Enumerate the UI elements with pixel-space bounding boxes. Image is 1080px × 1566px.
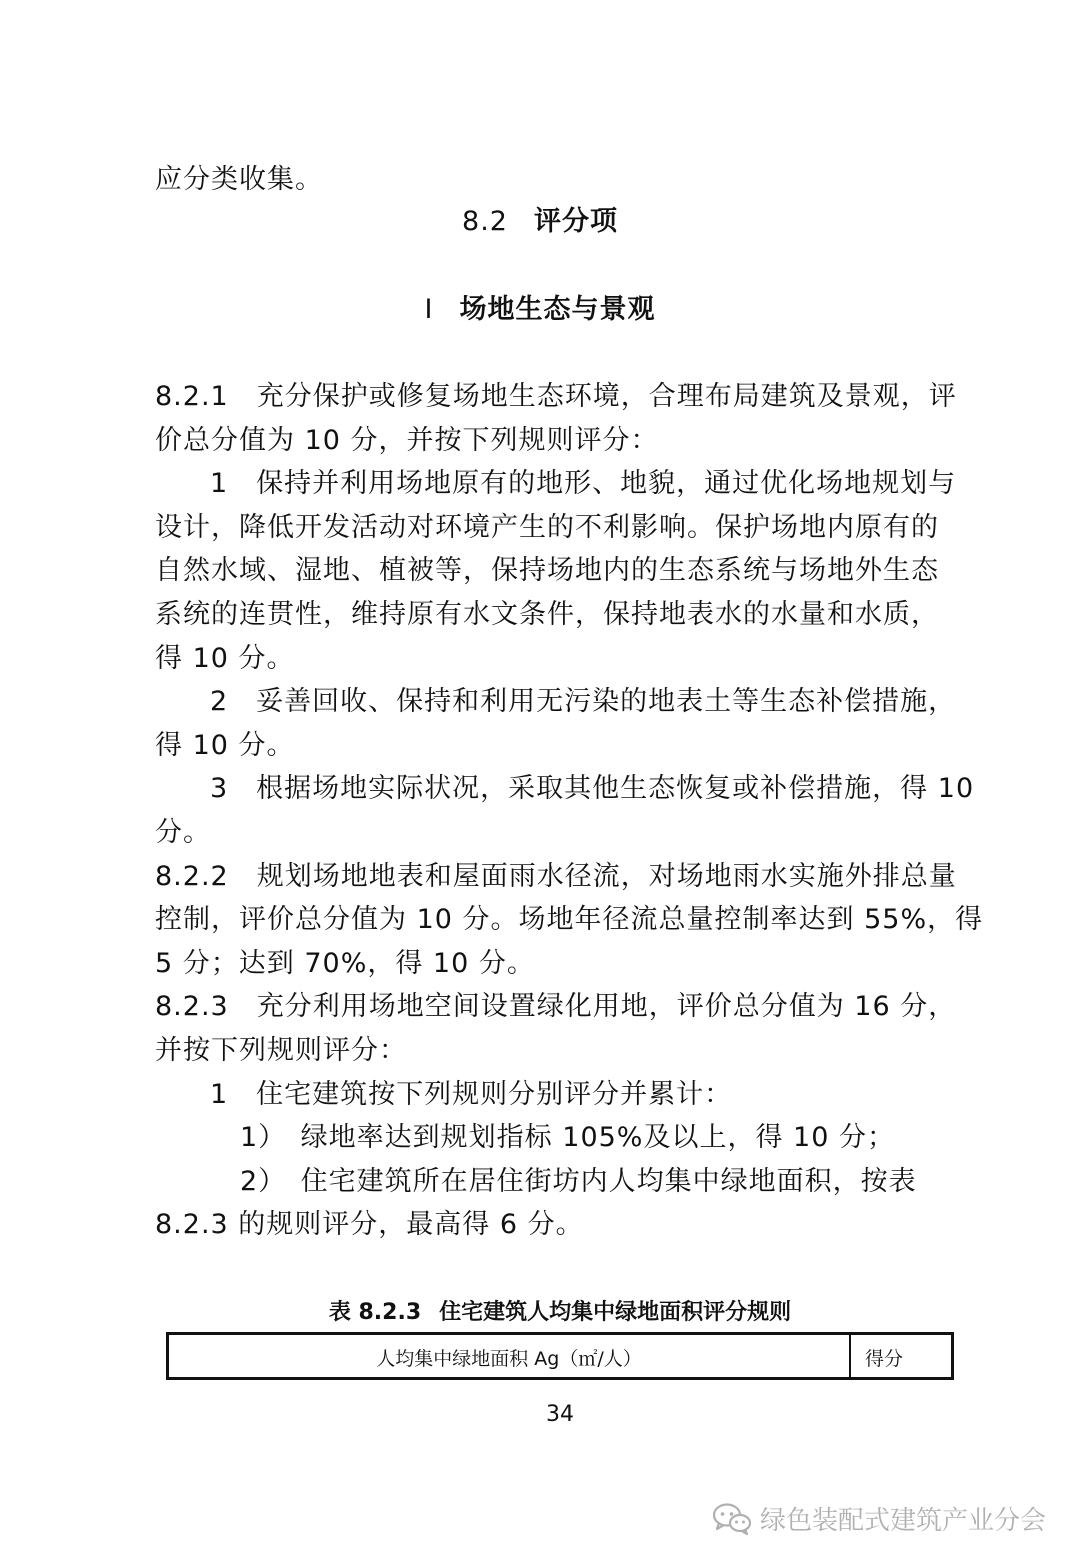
- subsection-number: Ⅰ: [424, 294, 434, 325]
- paragraph-line: 1） 绿地率达到规划指标 105%及以上，得 10 分；: [240, 1122, 895, 1153]
- paragraph-line: 得 10 分。: [155, 730, 295, 761]
- subsection-title: 场地生态与景观: [459, 294, 656, 325]
- paragraph-line: 分。: [155, 817, 211, 848]
- paragraph-line: 8.2.2 规划场地地表和屋面雨水径流，对场地雨水实施外排总量: [155, 861, 957, 892]
- section-title: 评分项: [533, 206, 618, 237]
- watermark-text: 绿色装配式建筑产业分会: [759, 1506, 1046, 1536]
- paragraph-line: 3 根据场地实际状况，采取其他生态恢复或补偿措施，得 10: [210, 773, 975, 804]
- scoring-table: [166, 1332, 954, 1380]
- table-number: 表 8.2.3: [328, 1300, 422, 1325]
- table-header-score: 得分: [865, 1348, 904, 1370]
- watermark: [712, 1500, 1046, 1537]
- table-title: 住宅建筑人均集中绿地面积评分规则: [439, 1300, 792, 1325]
- paragraph-line: 5 分；达到 70%，得 10 分。: [155, 948, 535, 979]
- paragraph-line: 1 住宅建筑按下列规则分别评分并累计：: [210, 1079, 733, 1110]
- paragraph-line: 控制，评价总分值为 10 分。场地年径流总量控制率达到 55%，得: [155, 904, 984, 935]
- paragraph-line: 设计，降低开发活动对环境产生的不利影响。保护场地内原有的: [155, 512, 939, 543]
- table-header-area: 人均集中绿地面积 Ag（㎡/人）: [169, 1335, 851, 1377]
- paragraph-line: 得 10 分。: [155, 643, 295, 674]
- table-caption: [0, 1296, 1080, 1330]
- paragraph-line: 并按下列规则评分：: [155, 1035, 407, 1066]
- paragraph-line: 8.2.1 充分保护或修复场地生态环境，合理布局建筑及景观，评: [155, 381, 957, 412]
- wechat-icon: [712, 1502, 752, 1536]
- paragraph-line: 价总分值为 10 分，并按下列规则评分：: [155, 425, 659, 456]
- paragraph-line: 8.2.3 的规则评分，最高得 6 分。: [155, 1209, 584, 1240]
- paragraph-line: 8.2.3 充分利用场地空间设置绿化用地，评价总分值为 16 分，: [155, 991, 957, 1022]
- continuation-line: 应分类收集。: [155, 164, 323, 195]
- paragraph-line: 2 妥善回收、保持和利用无污染的地表土等生态补偿措施，: [210, 686, 957, 717]
- paragraph-line: 自然水域、湿地、植被等，保持场地内的生态系统与场地外生态: [155, 555, 939, 586]
- paragraph-line: 系统的连贯性，维持原有水文条件，保持地表水的水量和水质，: [155, 599, 939, 630]
- paragraph-line: 1 保持并利用场地原有的地形、地貌，通过优化场地规划与: [210, 468, 957, 499]
- page-number: 34: [546, 1402, 574, 1427]
- subsection-heading: [0, 288, 1080, 332]
- paragraph-line: 2） 住宅建筑所在居住街坊内人均集中绿地面积，按表: [240, 1166, 917, 1197]
- section-number: 8.2: [462, 206, 508, 237]
- section-heading: [0, 200, 1080, 244]
